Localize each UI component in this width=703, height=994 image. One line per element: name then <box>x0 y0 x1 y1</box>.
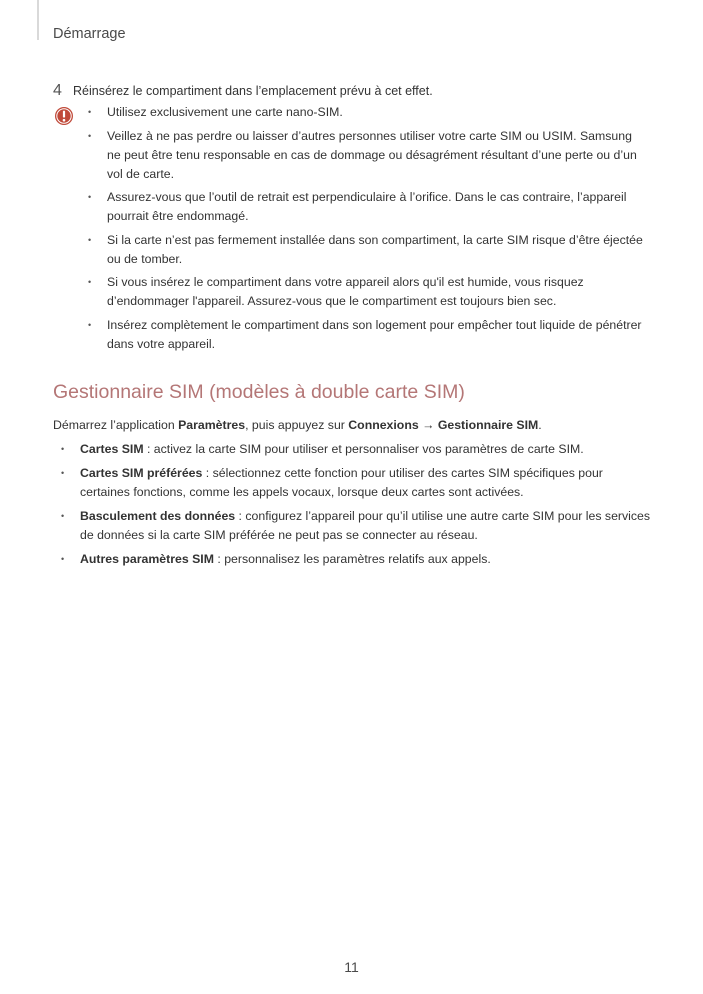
page-number: 11 <box>344 959 359 975</box>
header-rule <box>37 0 39 40</box>
step-number: 4 <box>53 82 62 99</box>
caution-item: • Insérez complètement le compartiment dans son logement pour empêcher tout liquide de pénétrer dans votre appareil. <box>88 316 648 354</box>
section-label: Démarrage <box>53 26 126 42</box>
option-desc: : personnalisez les paramètres relatifs aux appels. <box>213 552 491 566</box>
option-term: Autres paramètres SIM <box>80 552 214 566</box>
caution-item: • Si la carte n’est pas fermement installée dans son compartiment, la carte SIM risque d’être éjectée ou de tomber. <box>88 231 648 269</box>
option-desc: : activez la carte SIM pour utiliser et personnaliser vos paramètres de carte SIM. <box>143 442 584 456</box>
intro-menu-name: Connexions <box>348 418 419 432</box>
step-4 <box>53 82 653 100</box>
option-item <box>61 440 656 459</box>
caution-item: • Si vous insérez le compartiment dans votre appareil alors qu'il est humide, vous risquez d’endommager l'appareil. Assurez-vous que le compartiment est toujours bien sec. <box>88 273 648 311</box>
option-term: Cartes SIM préférées <box>80 466 203 480</box>
step-text: Réinsérez le compartiment dans l’emplacement prévu à cet effet. <box>73 84 433 98</box>
intro-middle: , puis appuyez sur <box>245 418 349 432</box>
option-list <box>61 440 656 574</box>
intro-submenu-name: Gestionnaire SIM <box>437 418 539 432</box>
intro-prefix: Démarrez l’application <box>53 418 179 432</box>
caution-item: • Assurez-vous que l’outil de retrait est perpendiculaire à l’orifice. Dans le cas contraire, l’appareil pourrait être endommagé. <box>88 188 648 226</box>
section-heading: Gestionnaire SIM (modèles à double carte SIM) <box>53 381 465 403</box>
option-term: Cartes SIM <box>80 442 144 456</box>
intro-suffix: . <box>538 418 542 432</box>
option-desc: : sélectionnez cette fonction pour utiliser des cartes SIM spécifiques pour certaines fonctions, comme les appels vocaux, lorsque deux cartes sont activées. <box>80 466 603 499</box>
option-term: Basculement des données <box>80 509 236 523</box>
intro-arrow: → <box>418 418 438 432</box>
option-desc: : configurez l’appareil pour qu’il utilise une autre carte SIM pour les services de données si la carte SIM préférée ne peut pas se connecter au réseau. <box>80 509 651 542</box>
caution-icon <box>54 106 74 126</box>
caution-item: • Veillez à ne pas perdre ou laisser d’autres personnes utiliser votre carte SIM ou USIM. Samsung ne peut être tenu responsable en cas de dommage ou désagrément résultant d’une perte ou d’un vol de carte. <box>88 127 648 184</box>
option-item <box>61 550 656 569</box>
option-item <box>61 464 656 502</box>
caution-list <box>88 103 648 358</box>
section-intro <box>53 416 653 435</box>
intro-app-name: Paramètres <box>178 418 246 432</box>
caution-item: • Utilisez exclusivement une carte nano-SIM. <box>88 103 648 122</box>
option-item <box>61 507 656 545</box>
